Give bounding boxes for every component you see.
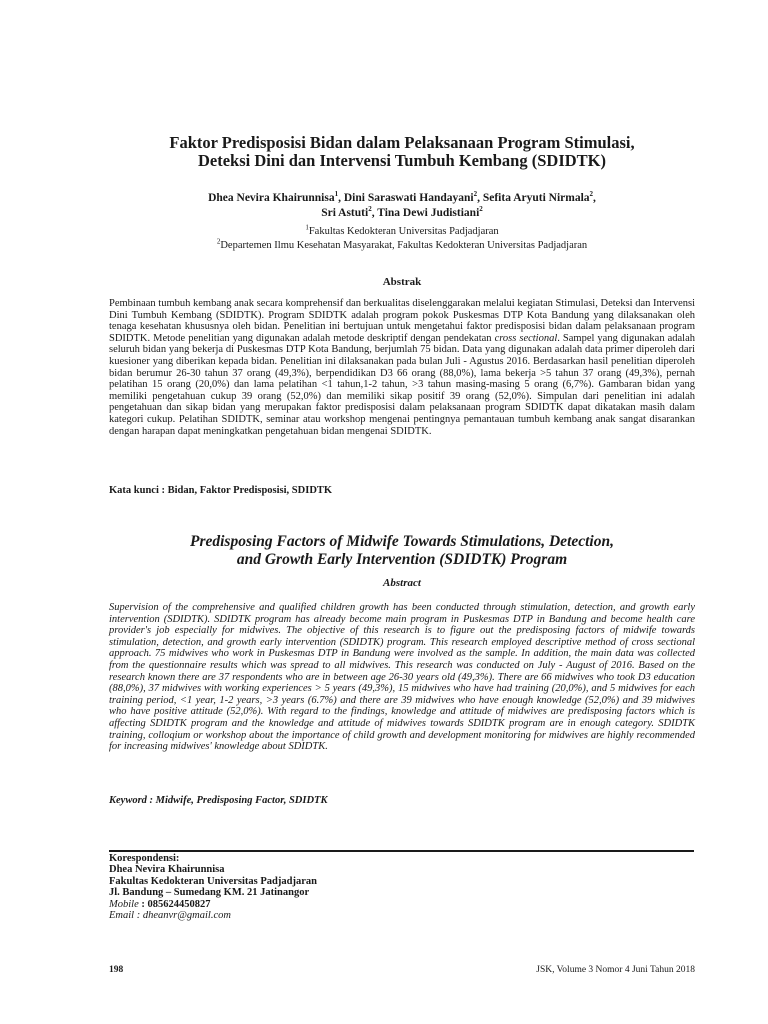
correspondence-name: Dhea Nevira Khairunnisa — [109, 864, 225, 876]
abstract-heading-en: Abstract — [383, 577, 421, 589]
correspondence-label: Korespondensi: — [109, 853, 180, 864]
author-affil-mark: 2 — [479, 204, 483, 213]
correspondence-block — [109, 853, 695, 921]
author-affil-mark: 1 — [334, 190, 339, 199]
affiliation-text: Fakultas Kedokteran Universitas Padjadjaran — [308, 226, 499, 237]
author-name: , Tina Dewi Judistiani — [371, 206, 480, 219]
english-title-line-1: Predisposing Factors of Midwife Towards Stimulations, Detection, — [189, 533, 614, 550]
author-name: Dhea Nevira Khairunnisa — [208, 192, 335, 204]
keywords-en: Keyword : Midwife, Predisposing Factor, SDIDTK — [109, 795, 328, 806]
email-value: : dheanvr@gmail.com — [134, 910, 231, 922]
correspondence-institution: Fakultas Kedokteran Universitas Padjadjaran — [109, 875, 317, 887]
abstract-heading-id: Abstrak — [382, 276, 422, 288]
author-line-2 — [100, 206, 704, 221]
keywords-id: Kata kunci : Bidan, Faktor Predisposisi, SDIDTK — [109, 485, 333, 496]
correspondence-address: Jl. Bandung – Sumedang KM. 21 Jatinangor — [109, 887, 310, 899]
author-affil-mark: 2 — [589, 190, 594, 199]
author-name: , Sefita Aryuti Nirmala — [477, 192, 590, 204]
mobile-label: Mobile — [109, 898, 139, 910]
affiliation-mark: 2 — [216, 237, 221, 246]
english-title — [100, 533, 704, 569]
paper-title — [100, 134, 704, 170]
section-divider — [109, 850, 694, 852]
english-title-line-2: and Growth Early Intervention (SDIDTK) Program — [236, 551, 568, 568]
correspondence-email — [109, 910, 695, 921]
affiliations — [100, 225, 704, 253]
author-line-1 — [100, 191, 704, 206]
affiliation-mark: 1 — [305, 223, 309, 232]
abstract-text-part-1: Pembinaan tumbuh kembang anak secara komprehensif dan berkualitas diselenggarakan melalui kegiatan Stimulasi, Deteksi dan Intervensi Dini Tumbuh Kembang (SDIDTK). Program SDIDTK adalah program pokok Puskesmas DTP Kota Bandung yang dilaksanakan oleh tenaga kesehatan khususnya oleh bidan. Penelitian ini bertujuan untuk mengetahui faktor predisposisi bidan dalam pelaksanaan program SDIDTK. Metode penelitian yang digunakan adalah metode deskriptif dengan pendekatan — [109, 298, 695, 344]
author-name: , Dini Saraswati Handayani — [338, 192, 474, 204]
paper-title-line-1: Faktor Predisposisi Bidan dalam Pelaksanaan Program Stimulasi, — [169, 133, 635, 152]
affiliation-2 — [100, 239, 704, 253]
correspondence-mobile — [109, 899, 695, 910]
abstract-text-part-2: . Sampel yang digunakan adalah seluruh bidan yang bekerja di Puskesmas DTP Kota Bandung, berjumlah 75 bidan. Data yang digunakan adalah data primer diperoleh dari kuesioner yang diberikan kepada bidan. Penelitian ini dilaksanakan pada bulan Juli - Agustus 2016. Berdasarkan hasil penelitian diperoleh bidan berumur 26-30 tahun 37 orang (49,3%), berpendidikan D3 66 orang (88,0%), lama bekerja >5 tahun 37 orang (49,3%), pernah pelatihan 15 orang (20,0%) dan lama pelatihan <1 tahun,1-2 tahun, >3 tahun masing-masing 5 orang (6,7%). Gambaran bidan yang memiliki pengetahuan cukup 39 orang (52,0%) dan memiliki sikap positif 39 orang (52,0%). Simpulan dari penelitian ini adalah pengetahuan dan sikap bidan yang merupakan faktor predisposisi dalam pelaksanaan program SDIDTK dapat dikatakan masih dalam kategori cukup. Pelatihan SDIDTK, seminar atau workshop mengenai pentingnya pemantauan tumbuh kembang anak sangat disarankan dengan harapan dapat meningkatkan pengetahuan bidan mengenai SDIDTK. — [109, 332, 695, 437]
author-affil-mark: 2 — [473, 190, 478, 199]
affiliation-text: Departemen Ilmu Kesehatan Masyarakat, Fakultas Kedokteran Universitas Padjadjaran — [220, 240, 588, 251]
abstract-body-id — [109, 298, 695, 437]
paper-title-line-2: Deteksi Dini dan Intervensi Tumbuh Kembang (SDIDTK) — [197, 151, 606, 170]
affiliation-1 — [100, 225, 704, 239]
author-list — [100, 191, 704, 220]
author-separator: , — [593, 192, 596, 204]
mobile-value: : 085624450827 — [138, 898, 211, 910]
author-name: Sri Astuti — [321, 206, 369, 219]
page-number: 198 — [109, 965, 124, 975]
journal-citation: JSK, Volume 3 Nomor 4 Juni Tahun 2018 — [536, 965, 695, 975]
email-label: Email — [109, 910, 135, 922]
author-affil-mark: 2 — [368, 204, 372, 213]
abstract-body-en: Supervision of the comprehensive and qualified children growth has been conducted through stimulation, detection, and growth early intervention (SDIDTK). SDIDTK program has already become main program in Puskesmas DTP in Bandung and become health care provider's job especially for midwives. The objective of this research is to figure out the predisposing factors of midwife towards stimulation, detection, and growth early intervention (SDIDTK) program. This research employed descriptive method of cross sectional approach. 75 midwives who work in Puskesmas DTP in Bandung were involved as the sample. In addition, the main data was collected from the questionnaire results which was spread to all midwives. This research was conducted on July - August of 2016. Based on the research known there are 37 respondents who are in between age 26-30 years old (49,3%). There are 66 midwives who took D3 education (88,0%), 37 midwives with working experiences > 5 years (49,3%), 15 midwives who have had training (20,0%), and 5 midwives for each training period, <1 year, 1-2 years, >3 years (6.7%) and there are 39 midwives who have enough knowledge (52,0%) and 39 midwives who have positive attitude (52,0%). With regard to the findings, knowledge and attitude of midwives are predisposing factors which is affecting SDIDTK program and the knowledge and attitude of midwives towards SDIDTK program are in enough category. SDIDTK training, colloqium or workshop about the importance of child growth and development monitoring for midwives are highly recommended for increasing midwives' knowledge about SDIDTK. — [109, 602, 695, 753]
abstract-text-italic: cross sectional — [494, 332, 558, 344]
